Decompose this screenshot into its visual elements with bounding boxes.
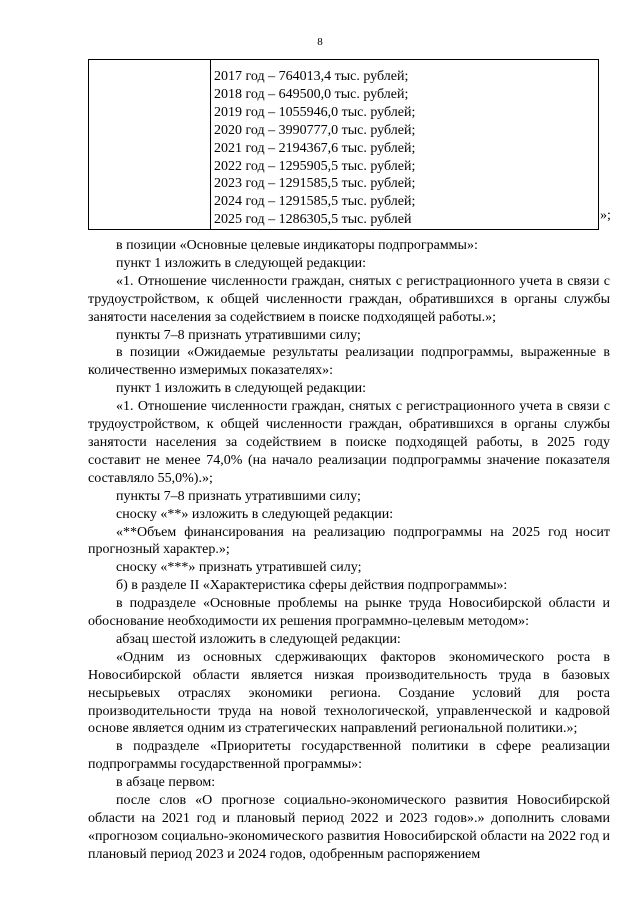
paragraph: «**Объем финансирования на реализацию подпрограммы на 2025 год носит прогнозный характер.»; [88, 524, 610, 558]
paragraph: абзац шестой изложить в следующей редакции: [116, 631, 401, 647]
funding-line-2023: 2023 год – 1291585,5 тыс. рублей; [214, 176, 416, 192]
funding-table [88, 59, 599, 230]
paragraph: сноску «**» изложить в следующей редакции: [116, 506, 394, 522]
funding-line-2022: 2022 год – 1295905,5 тыс. рублей; [214, 158, 416, 174]
paragraph: пункты 7–8 признать утратившими силу; [116, 327, 361, 343]
page-number: 8 [317, 36, 323, 48]
document-body [88, 237, 610, 864]
funding-line-2018: 2018 год – 649500,0 тыс. рублей; [214, 86, 409, 102]
paragraph: в подразделе «Основные проблемы на рынке труда Новосибирской области и обоснование необходимости их решения программно-целевым методом»: [88, 596, 610, 630]
paragraph: пункт 1 изложить в следующей редакции: [116, 381, 366, 397]
funding-line-2017: 2017 год – 764013,4 тыс. рублей; [214, 69, 409, 84]
paragraph: «1. Отношение численности граждан, снятых с регистрационного учета в связи с трудоустройством, к общей численности граждан, обратившихся в органы службы занятости населения за содействием в поиске подходящей работы.»; [88, 273, 610, 325]
paragraph: в подразделе «Приоритеты государственной политики в сфере реализации подпрограммы государственной программы»: [88, 739, 610, 773]
paragraph: пункт 1 изложить в следующей редакции: [116, 255, 366, 271]
paragraph: в позиции «Основные целевые индикаторы подпрограммы»: [116, 238, 478, 253]
funding-line-2025: 2025 год – 1286305,5 тыс. рублей [214, 212, 412, 228]
paragraph: в позиции «Ожидаемые результаты реализации подпрограммы, выраженные в количественно измеримых показателях»: [88, 345, 610, 379]
paragraph: сноску «***» признать утратившей силу; [116, 560, 362, 576]
paragraph: в абзаце первом: [116, 775, 216, 791]
table-closing-quote: »; [600, 208, 611, 223]
paragraph: после слов «О прогнозе социально-экономического развития Новосибирской области на 2021 год и плановый период 2022 и 2023 годов».» дополнить словами «прогнозом социально-экономического развития Новосибирской области на 2022 год и плановый период 2023 и 2024 годов, одобренным распоряжением [88, 793, 610, 862]
table-column-divider [210, 60, 211, 229]
funding-list [214, 68, 415, 229]
funding-line-2019: 2019 год – 1055946,0 тыс. рублей; [214, 104, 416, 120]
funding-line-2020: 2020 год – 3990777,0 тыс. рублей; [214, 122, 416, 138]
paragraph: пункты 7–8 признать утратившими силу; [116, 488, 361, 504]
funding-line-2021: 2021 год – 2194367,6 тыс. рублей; [214, 140, 416, 156]
funding-line-2024: 2024 год – 1291585,5 тыс. рублей; [214, 194, 416, 210]
paragraph: «Одним из основных сдерживающих факторов экономического роста в Новосибирской области является низкая производительность труда в базовых несырьевых отраслях экономики региона. Создание условий для роста производительности труда на новой технологической, управленческой и кадровой основе является одним из стратегических направлений региональной политики.»; [88, 649, 610, 737]
paragraph: «1. Отношение численности граждан, снятых с регистрационного учета в связи с трудоустройством, к общей численности граждан, обратившихся в органы службы занятости населения за содействием в поиске подходящей работы, в 2025 году составит не менее 74,0% (на начало реализации подпрограммы значение показателя составляло 55,0%).»; [88, 399, 610, 486]
paragraph: б) в разделе II «Характеристика сферы действия подпрограммы»: [116, 578, 508, 594]
